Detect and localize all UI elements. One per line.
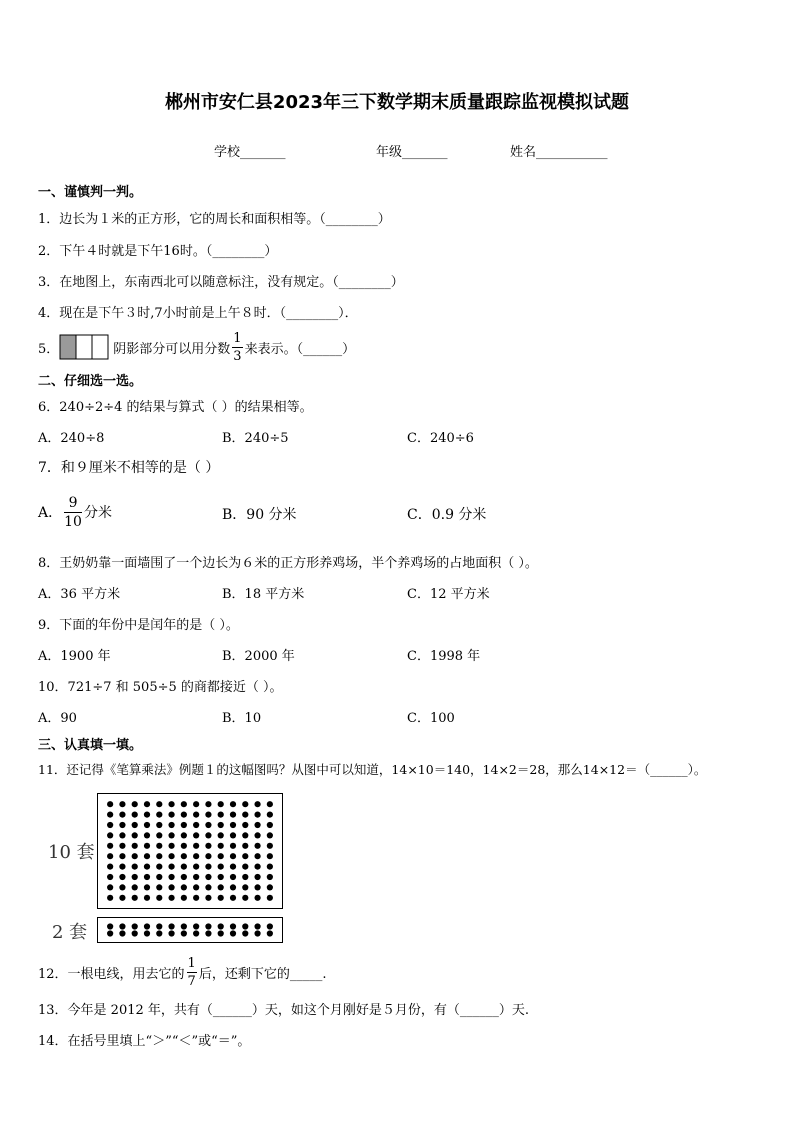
dot: [254, 853, 260, 859]
q8-option-c: C．12 平方米: [407, 587, 490, 602]
dot: [181, 874, 187, 880]
dot: [107, 864, 113, 870]
dot: [132, 853, 138, 859]
question-5-text-before: 阴影部分可以用分数: [113, 341, 231, 357]
q6-option-b: B．240÷5: [222, 431, 289, 446]
question-4: 4．现在是下午３时,7小时前是上午８时．（________）．: [38, 306, 358, 321]
dot: [193, 843, 199, 849]
dot: [132, 812, 138, 818]
school-field: [214, 141, 286, 160]
dot: [218, 864, 224, 870]
dot: [218, 822, 224, 828]
q9-option-a: A．1900 年: [38, 649, 111, 664]
dot-array-10-rows: [97, 793, 283, 909]
dot: [254, 874, 260, 880]
dot: [242, 822, 248, 828]
question-14: 14．在括号里填上“＞”“＜”或“＝”。: [38, 1034, 251, 1049]
section-judge: 一、谨慎判一判。: [38, 185, 143, 200]
dot: [205, 895, 211, 901]
dot: [205, 874, 211, 880]
dot: [144, 832, 150, 838]
dot: [193, 822, 199, 828]
dot: [181, 895, 187, 901]
dot: [119, 864, 125, 870]
q8-option-b: B．18 平方米: [222, 587, 305, 602]
q8-option-a: A．36 平方米: [38, 587, 121, 602]
name-label: 姓名: [510, 145, 537, 160]
question-11: 11．还记得《笔算乘法》例题１的这幅图吗？从图中可以知道，14×10＝140，14×2＝28，那么14×12＝（______）。: [38, 762, 707, 777]
dot: [156, 853, 162, 859]
dot: [230, 864, 236, 870]
dot: [254, 923, 260, 929]
dot: [144, 822, 150, 828]
dot: [107, 853, 113, 859]
dot: [193, 884, 199, 890]
grade-blank: _______: [402, 145, 448, 160]
dot: [144, 801, 150, 807]
dot: [267, 832, 273, 838]
dot: [168, 930, 174, 936]
dot: [144, 853, 150, 859]
dot: [218, 874, 224, 880]
dot: [144, 930, 150, 936]
dot: [107, 812, 113, 818]
dot: [218, 895, 224, 901]
dot: [193, 812, 199, 818]
dot: [107, 884, 113, 890]
dot: [168, 884, 174, 890]
school-blank: _______: [240, 145, 286, 160]
dot: [205, 884, 211, 890]
dot: [156, 801, 162, 807]
dot: [230, 884, 236, 890]
dot: [168, 923, 174, 929]
dot: [107, 801, 113, 807]
dot-array-svg: [98, 918, 282, 942]
q10-option-c: C．100: [407, 711, 455, 726]
dot: [181, 853, 187, 859]
q9-option-b: B．2000 年: [222, 649, 295, 664]
dot: [267, 864, 273, 870]
section-choose: 二、仔细选一选。: [38, 374, 143, 389]
dot: [242, 853, 248, 859]
dot: [181, 884, 187, 890]
dot: [230, 853, 236, 859]
dot: [144, 812, 150, 818]
q7-option-c: C．0.9 分米: [407, 507, 487, 523]
label-2-sets: 2 套: [52, 922, 88, 943]
dot: [267, 843, 273, 849]
question-5: [38, 330, 355, 364]
dot: [119, 801, 125, 807]
dot: [119, 895, 125, 901]
dot: [107, 832, 113, 838]
dot: [242, 812, 248, 818]
dot: [267, 874, 273, 880]
dot: [132, 832, 138, 838]
page-title: 郴州市安仁县2023年三下数学期末质量跟踪监视模拟试题: [164, 92, 630, 113]
dot-array-2-rows: [97, 917, 283, 943]
grade-label: 年级: [376, 145, 403, 160]
dot: [218, 843, 224, 849]
q6-option-c: C．240÷6: [407, 431, 474, 446]
dot: [242, 884, 248, 890]
dot: [132, 801, 138, 807]
dot: [230, 923, 236, 929]
dot: [267, 884, 273, 890]
fraction-denominator: 3: [233, 348, 242, 364]
dot: [132, 843, 138, 849]
question-1: 1．边长为１米的正方形，它的周长和面积相等。（________）: [38, 212, 391, 227]
dot: [156, 843, 162, 849]
dot: [230, 930, 236, 936]
question-12: [38, 954, 326, 990]
dot: [119, 930, 125, 936]
dot: [132, 884, 138, 890]
q10-option-b: B．10: [222, 711, 262, 726]
dot: [181, 832, 187, 838]
dot: [242, 874, 248, 880]
dot: [267, 853, 273, 859]
dot: [230, 832, 236, 838]
question-9: 9．下面的年份中是闰年的是（ ）。: [38, 618, 239, 633]
dot: [242, 895, 248, 901]
dot: [132, 822, 138, 828]
q7-option-a-suffix: 分米: [83, 505, 112, 521]
dot: [205, 801, 211, 807]
dot: [254, 930, 260, 936]
dot: [156, 923, 162, 929]
fraction-numerator: 1: [187, 955, 196, 971]
dot: [267, 895, 273, 901]
dot: [181, 812, 187, 818]
dot: [119, 832, 125, 838]
dot: [132, 895, 138, 901]
dot: [168, 874, 174, 880]
label-10-sets: 10 套: [48, 842, 95, 863]
dot: [168, 822, 174, 828]
school-label: 学校: [214, 145, 241, 160]
dot: [168, 895, 174, 901]
dot: [156, 812, 162, 818]
dot: [181, 843, 187, 849]
dot: [144, 843, 150, 849]
dot: [242, 832, 248, 838]
q7-option-b: B．90 分米: [222, 507, 297, 523]
dot: [193, 874, 199, 880]
question-7: 7．和９厘米不相等的是（ ）: [38, 460, 220, 476]
dot: [156, 895, 162, 901]
q9-option-c: C．1998 年: [407, 649, 481, 664]
dot: [156, 884, 162, 890]
fraction-one-third: [232, 332, 242, 363]
dot: [119, 923, 125, 929]
dot: [242, 801, 248, 807]
dot: [218, 801, 224, 807]
question-10: 10．721÷7 和 505÷5 的商都接近（ ）。: [38, 680, 283, 695]
dot: [205, 930, 211, 936]
dot: [156, 930, 162, 936]
dot: [168, 832, 174, 838]
dot: [230, 812, 236, 818]
dot: [168, 801, 174, 807]
dot: [181, 923, 187, 929]
fraction-nine-tenths: [64, 496, 82, 529]
section-fill: 三、认真填一填。: [38, 738, 143, 753]
dot: [205, 822, 211, 828]
q7-option-a: [38, 492, 112, 532]
dot: [193, 853, 199, 859]
dot: [168, 812, 174, 818]
dot: [107, 930, 113, 936]
dot: [181, 930, 187, 936]
dot: [119, 874, 125, 880]
grade-field: [376, 141, 448, 160]
dot: [107, 895, 113, 901]
dot: [254, 812, 260, 818]
dot: [193, 895, 199, 901]
dot: [230, 822, 236, 828]
dot: [119, 812, 125, 818]
dot: [267, 930, 273, 936]
dot: [144, 923, 150, 929]
name-blank: ___________: [536, 145, 608, 160]
dot: [193, 923, 199, 929]
name-field: [510, 141, 608, 160]
dot: [168, 853, 174, 859]
dot: [193, 832, 199, 838]
dot: [267, 812, 273, 818]
dot: [242, 843, 248, 849]
dot: [132, 923, 138, 929]
question-12-text-after: 后，还剩下它的_____.: [198, 966, 327, 982]
dot: [193, 801, 199, 807]
dot: [242, 864, 248, 870]
dot: [230, 801, 236, 807]
dot: [218, 812, 224, 818]
dot: [107, 843, 113, 849]
dot: [156, 832, 162, 838]
question-5-number: 5．: [38, 341, 60, 357]
dot: [230, 874, 236, 880]
dot: [230, 895, 236, 901]
dot: [156, 874, 162, 880]
dot: [218, 853, 224, 859]
dot: [132, 874, 138, 880]
dot: [144, 884, 150, 890]
question-12-text-before: 12．一根电线，用去它的: [38, 966, 185, 982]
dot: [267, 822, 273, 828]
dot: [242, 930, 248, 936]
dot: [205, 864, 211, 870]
dot: [205, 923, 211, 929]
dot: [168, 864, 174, 870]
dot: [193, 864, 199, 870]
q10-option-a: A．90: [38, 711, 77, 726]
fraction-denominator: 7: [187, 973, 196, 989]
dot: [119, 822, 125, 828]
dot: [254, 864, 260, 870]
dot: [144, 864, 150, 870]
dot: [205, 832, 211, 838]
dot: [218, 923, 224, 929]
dot: [168, 843, 174, 849]
dot: [132, 864, 138, 870]
dot: [205, 812, 211, 818]
dot: [218, 930, 224, 936]
dot: [107, 822, 113, 828]
dot: [181, 801, 187, 807]
dot: [267, 801, 273, 807]
dot: [218, 832, 224, 838]
dot: [218, 884, 224, 890]
question-6: 6．240÷2÷4 的结果与算式（ ）的结果相等。: [38, 400, 313, 415]
dot: [144, 895, 150, 901]
dot: [119, 853, 125, 859]
dot: [254, 884, 260, 890]
question-5-text-after: 来表示。（______）: [244, 341, 356, 357]
dot: [181, 822, 187, 828]
dot: [119, 884, 125, 890]
fraction-numerator: 1: [233, 330, 242, 346]
q7-option-a-prefix: A．: [38, 505, 63, 521]
question-8: 8．王奶奶靠一面墙围了一个边长为６米的正方形养鸡场，半个养鸡场的占地面积（ ）。: [38, 556, 538, 571]
question-3: 3．在地图上，东南西北可以随意标注，没有规定。（________）: [38, 275, 404, 290]
dot: [119, 843, 125, 849]
dot: [242, 923, 248, 929]
dot: [107, 874, 113, 880]
dot: [230, 843, 236, 849]
dot: [193, 930, 199, 936]
dot: [156, 864, 162, 870]
dot: [107, 923, 113, 929]
dot: [205, 843, 211, 849]
dot: [254, 822, 260, 828]
dot: [181, 864, 187, 870]
q6-option-a: A．240÷8: [38, 431, 105, 446]
dot: [144, 874, 150, 880]
dot: [254, 843, 260, 849]
fraction-numerator: 9: [64, 496, 82, 513]
question-2: 2．下午４时就是下午16时。（________）: [38, 244, 278, 259]
dot: [254, 895, 260, 901]
dot-array-svg: [98, 794, 282, 908]
question-13: 13．今年是 2012 年，共有（______）天，如这个月刚好是５月份，有（______）天.: [38, 1003, 530, 1018]
dot: [205, 853, 211, 859]
dot: [267, 923, 273, 929]
dot: [254, 832, 260, 838]
dot: [132, 930, 138, 936]
dot: [254, 801, 260, 807]
dot: [156, 822, 162, 828]
fraction-one-seventh: [187, 957, 197, 988]
shaded-fraction-figure: [59, 334, 111, 360]
fraction-denominator: 10: [64, 513, 82, 530]
